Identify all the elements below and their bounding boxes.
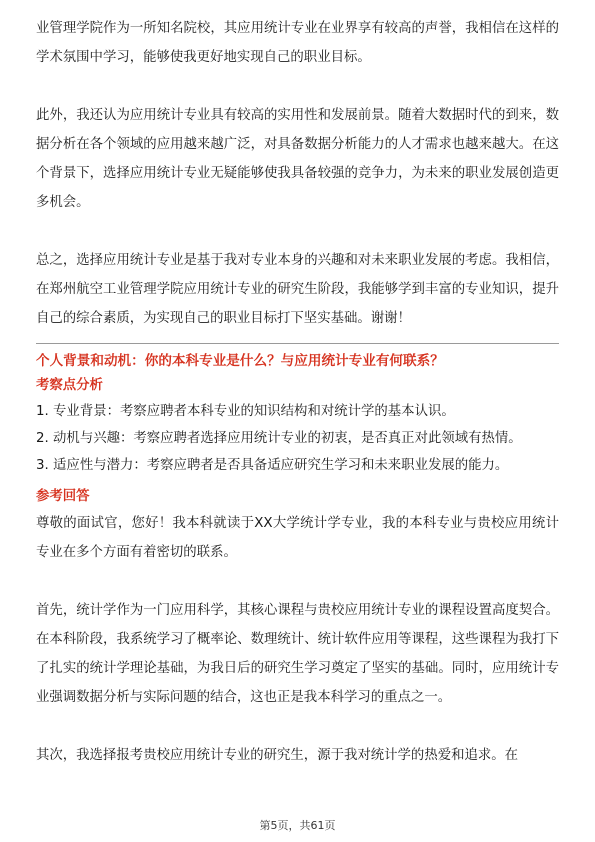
answer-title: 参考回答 <box>36 489 90 504</box>
analysis-point-3: 3. 适应性与潜力：考察应聘者是否具备适应研究生学习和未来职业发展的能力。 <box>36 458 509 473</box>
answer-paragraph-2: 首先，统计学作为一门应用科学，其核心课程与贵校应用统计专业的课程设置高度契合。在本科阶段，我系统学习了概率论、数理统计、统计软件应用等课程，这些课程为我打下了扎实的统计学理论基础，为我日后的研究生学习奠定了坚实的基础。同时，应用统计专业强调数据分析与实际问题的结合，这也正是我本科学习的重点之一。 <box>36 603 559 705</box>
analysis-title: 考察点分析 <box>36 378 103 393</box>
document-page <box>36 14 559 770</box>
intro-paragraph-3: 总之，选择应用统计专业是基于我对专业本身的兴趣和对未来职业发展的考虑。我相信，在郑州航空工业管理学院应用统计专业的研究生阶段，我能够学到丰富的专业知识，提升自己的综合素质，为实现自己的职业目标打下坚实基础。谢谢！ <box>36 253 559 326</box>
answer-paragraph-1: 尊敬的面试官，您好！我本科就读于XX大学统计学专业，我的本科专业与贵校应用统计专业在多个方面有着密切的联系。 <box>36 516 559 560</box>
analysis-point-1: 1. 专业背景：考察应聘者本科专业的知识结构和对统计学的基本认识。 <box>36 404 455 419</box>
answer-paragraph-3: 其次，我选择报考贵校应用统计专业的研究生，源于我对统计学的热爱和追求。在 <box>36 748 519 763</box>
section-divider <box>36 343 559 344</box>
intro-paragraph-1: 业管理学院作为一所知名院校，其应用统计专业在业界享有较高的声誉，我相信在这样的学术氛围中学习，能够使我更好地实现自己的职业目标。 <box>36 21 559 65</box>
page-footer: 第5页，共61页 <box>259 819 336 832</box>
analysis-point-2: 2. 动机与兴趣：考察应聘者选择应用统计专业的初衷，是否真正对此领域有热情。 <box>36 431 522 446</box>
intro-paragraph-2: 此外，我还认为应用统计专业具有较高的实用性和发展前景。随着大数据时代的到来，数据分析在各个领域的应用越来越广泛，对具备数据分析能力的人才需求也越来越大。在这个背景下，选择应用统计专业无疑能够使我具备较强的竞争力，为未来的职业发展创造更多机会。 <box>36 108 559 210</box>
question-title: 个人背景和动机：你的本科专业是什么？与应用统计专业有何联系？ <box>36 353 444 369</box>
